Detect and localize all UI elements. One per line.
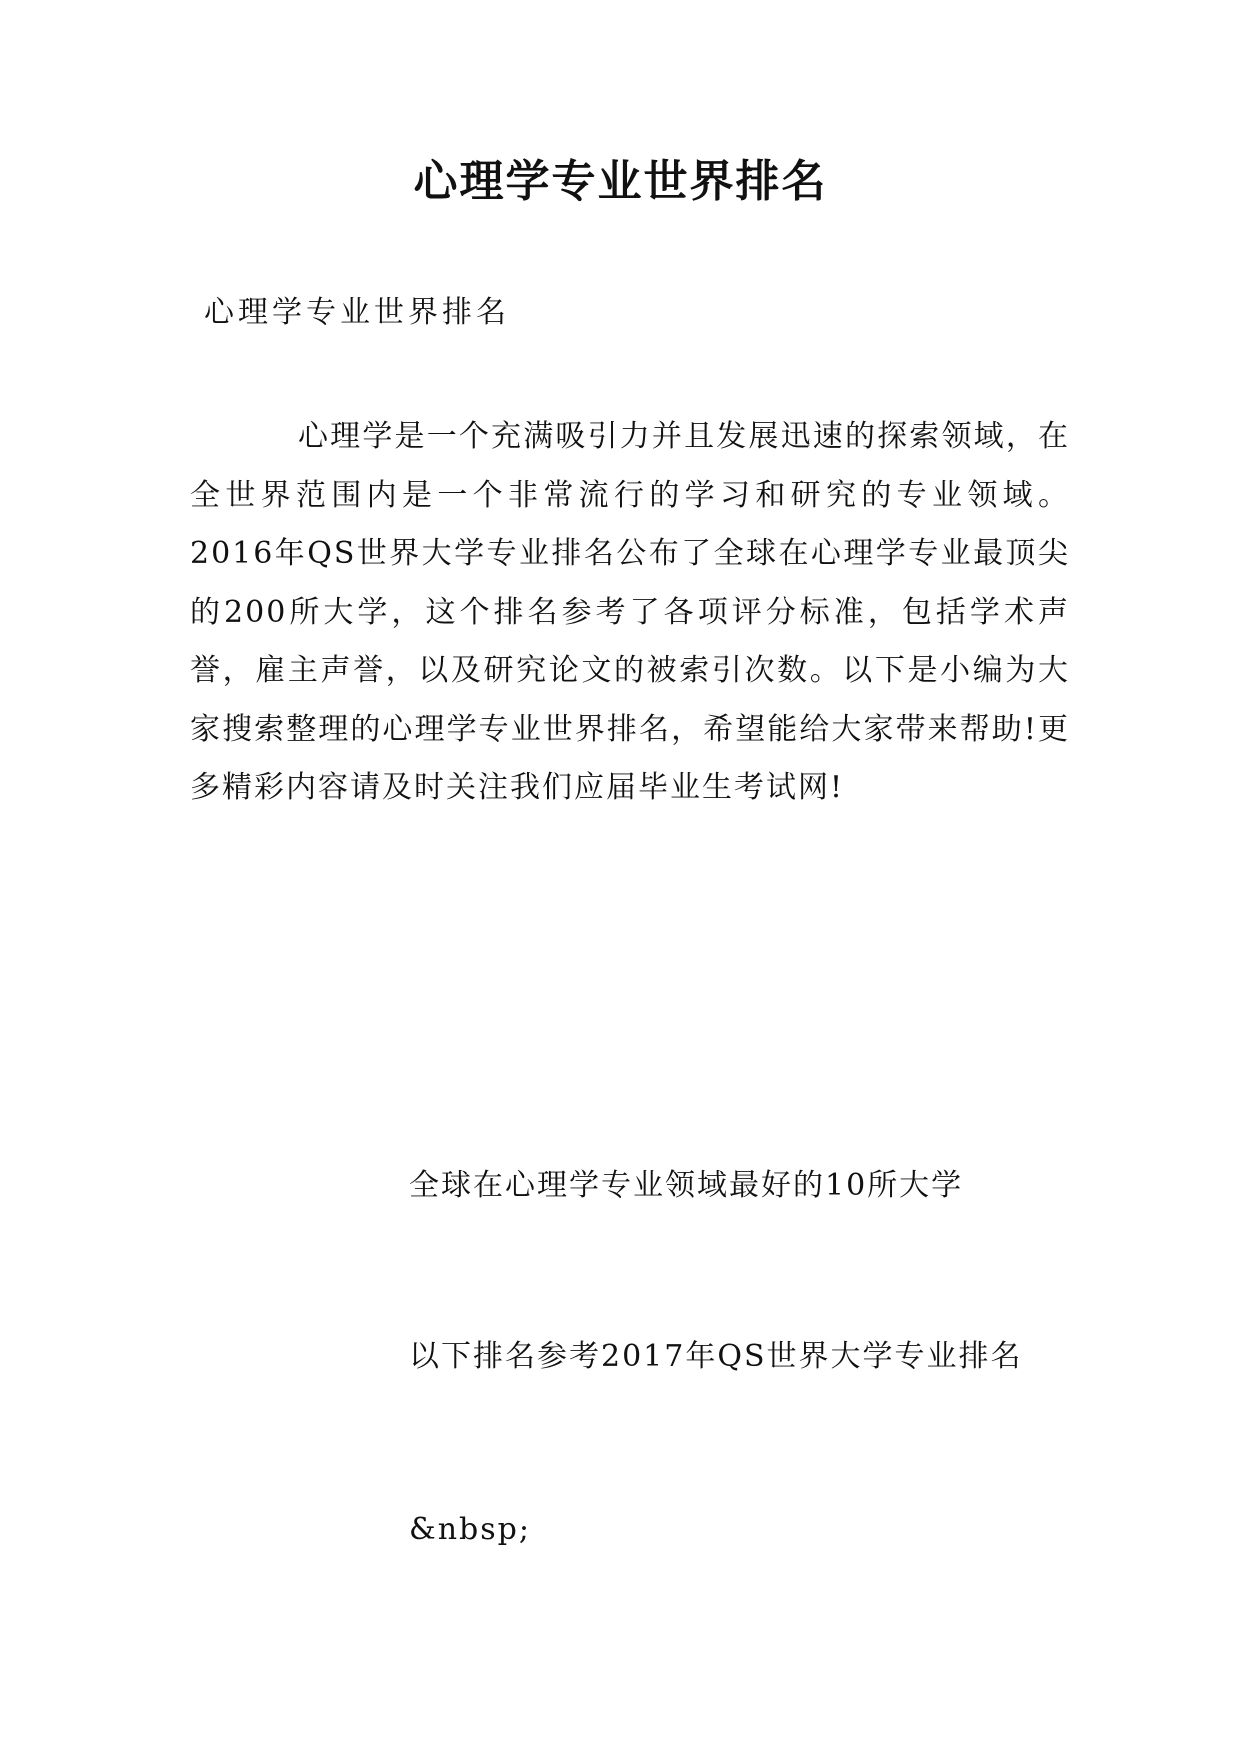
ranking-reference-note: 以下排名参考2017年QS世界大学专业排名 xyxy=(409,1339,1023,1374)
document-subheading: 心理学专业世界排名 xyxy=(204,295,510,330)
literal-nbsp-text: &nbsp; xyxy=(409,1512,531,1547)
top10-heading: 全球在心理学专业领域最好的10所大学 xyxy=(409,1168,964,1203)
intro-paragraph: 心理学是一个充满吸引力并且发展迅速的探索领域，在全世界范围内是一个非常流行的学习和研究的专业领域。2016年QS世界大学专业排名公布了全球在心理学专业最顶尖的200所大学，这个排名参考了各项评分标准，包括学术声誉，雇主声誉，以及研究论文的被索引次数。以下是小编为大家搜索整理的心理学专业世界排名，希望能给大家带来帮助!更多精彩内容请及时关注我们应届毕业生考试网! xyxy=(190,419,1070,805)
document-title: 心理学专业世界排名 xyxy=(413,156,828,207)
